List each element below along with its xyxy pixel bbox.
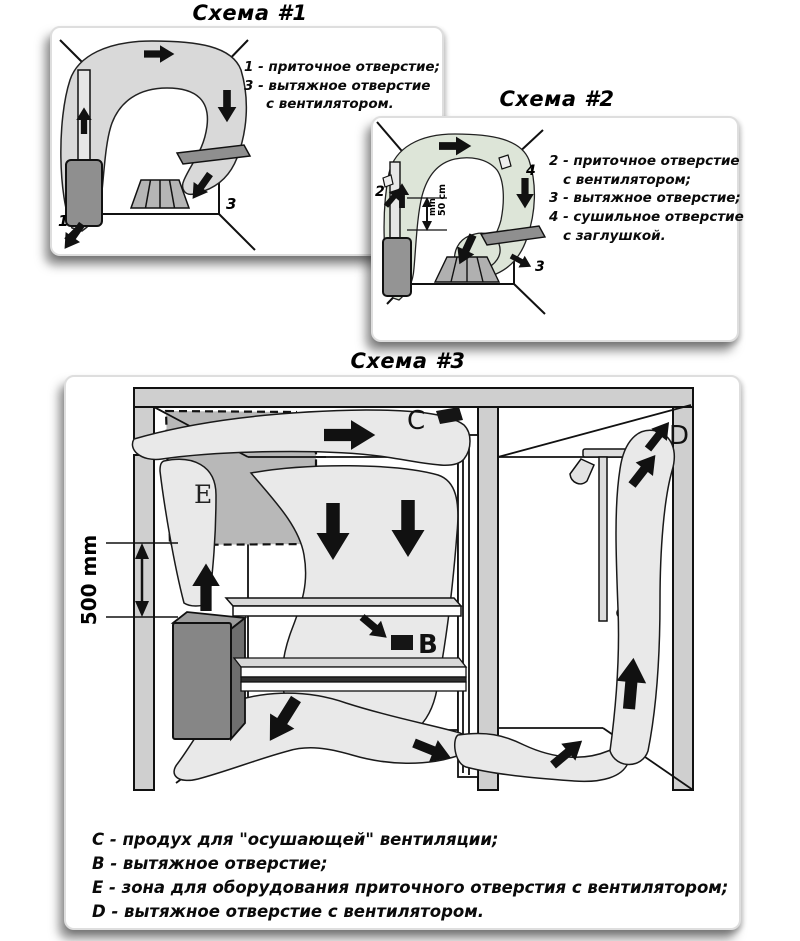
vent-label-c: C [407,406,426,436]
legend-line: E - зона для оборудования приточного отверстия с вентилятором; [92,878,729,898]
dim-min-label: min [428,198,438,216]
vent-label-1: 1 [58,212,69,230]
scheme1-title: Схема #1 [192,1,308,25]
scheme1-legend [244,58,440,114]
vent-label-3: 3 [226,195,237,213]
bench-1 [131,180,189,208]
legend-line: D - вытяжное отверстие с вентилятором. [92,902,484,922]
legend-line: 4 - сушильное отверстие [549,208,744,225]
scheme2-title: Схема #2 [499,87,615,111]
dim-50cm-label: 50 cm [437,183,448,216]
heater-3 [173,612,245,739]
legend-line: 3 - вытяжное отверстие; [549,190,741,207]
vent-b [391,635,413,650]
scheme3-title: Схема #3 [350,349,466,373]
scheme2-panel [371,116,744,342]
scheme2-legend [549,152,744,245]
vent-label-d: D [669,421,690,451]
height-dimension-500 [106,543,178,617]
heater-2 [383,238,411,296]
vent-label-4: 4 [526,163,536,179]
legend-line: с вентилятором. [266,96,394,113]
legend-line: с заглушкой. [563,227,666,244]
scheme3-panel [64,375,741,930]
legend-line: 2 - приточное отверстие [549,153,740,169]
scheme3-legend [92,830,729,927]
legend-line: B - вытяжное отверстие; [92,854,328,874]
bench-2 [435,257,499,282]
flow-shower-rise [610,430,674,764]
lower-bench [234,658,466,691]
shower-head-icon [570,459,594,484]
legend-line: C - продух для "осушающей" вентиляции; [92,830,499,849]
heater-1 [66,160,102,226]
vent-label-b: B [418,630,438,660]
zone-label-e: E [194,480,213,509]
vent-label-2: 2 [375,184,385,200]
upper-bench [226,598,461,616]
vent-label-3: 3 [535,259,545,275]
legend-line: с вентилятором; [563,171,692,188]
dim-500mm-label: 500 mm [77,534,101,626]
legend-line: 3 - вытяжное отверстие [244,77,431,94]
legend-line: 1 - приточное отверстие; [244,59,440,75]
